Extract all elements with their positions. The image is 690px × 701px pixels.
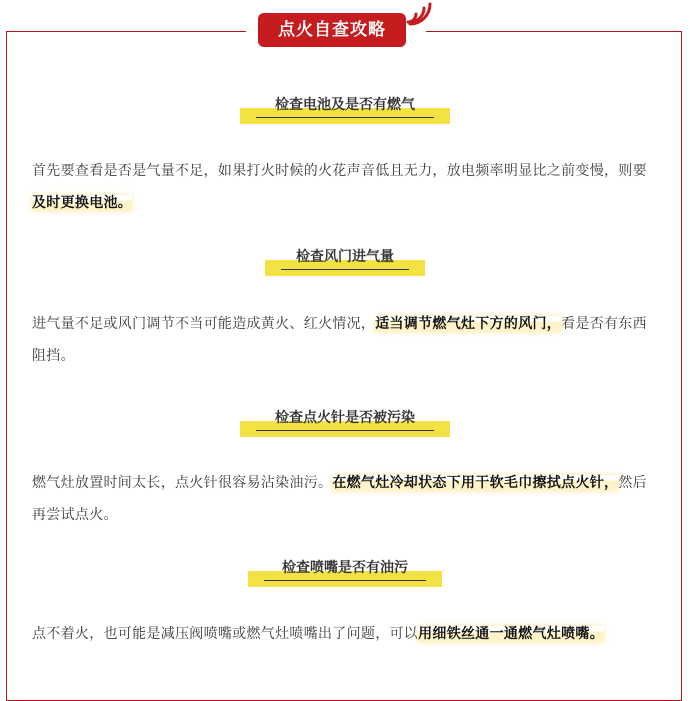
section-heading-igniter: 检查点火针是否被污染: [0, 407, 690, 427]
signal-waves-icon: [404, 0, 434, 28]
highlight-text: 及时更换电池。: [32, 195, 133, 211]
section-heading-battery: 检查电池及是否有燃气: [0, 94, 690, 114]
highlight-text: 在燃气灶冷却状态下用干软毛巾擦拭点火针，: [332, 475, 619, 491]
highlight-text: 适当调节燃气灶下方的风门，: [375, 316, 562, 332]
section-heading-nozzle: 检查喷嘴是否有油污: [0, 557, 690, 577]
page-title: 点火自查攻略: [258, 13, 406, 47]
section-body-igniter: 燃气灶放置时间太长，点火针很容易沾染油污。在燃气灶冷却状态下用干软毛巾擦拭点火针，然后再尝试点火。: [32, 475, 647, 523]
section-body-battery: 首先要查看是否是气量不足，如果打火时候的火花声音低且无力，放电频率明显比之前变慢，则要及时更换电池。: [32, 163, 647, 211]
section-body-damper: 进气量不足或风门调节不当可能造成黄火、红火情况，适当调节燃气灶下方的风门，看是否有东西阻挡。: [32, 316, 647, 364]
section-body-nozzle: 点不着火，也可能是减压阀喷嘴或燃气灶喷嘴出了问题，可以用细铁丝通一通燃气灶喷嘴。: [32, 626, 605, 642]
title-area: [0, 0, 690, 58]
highlight-text: 用细铁丝通一通燃气灶喷嘴。: [418, 626, 605, 642]
section-heading-damper: 检查风门进气量: [0, 246, 690, 266]
